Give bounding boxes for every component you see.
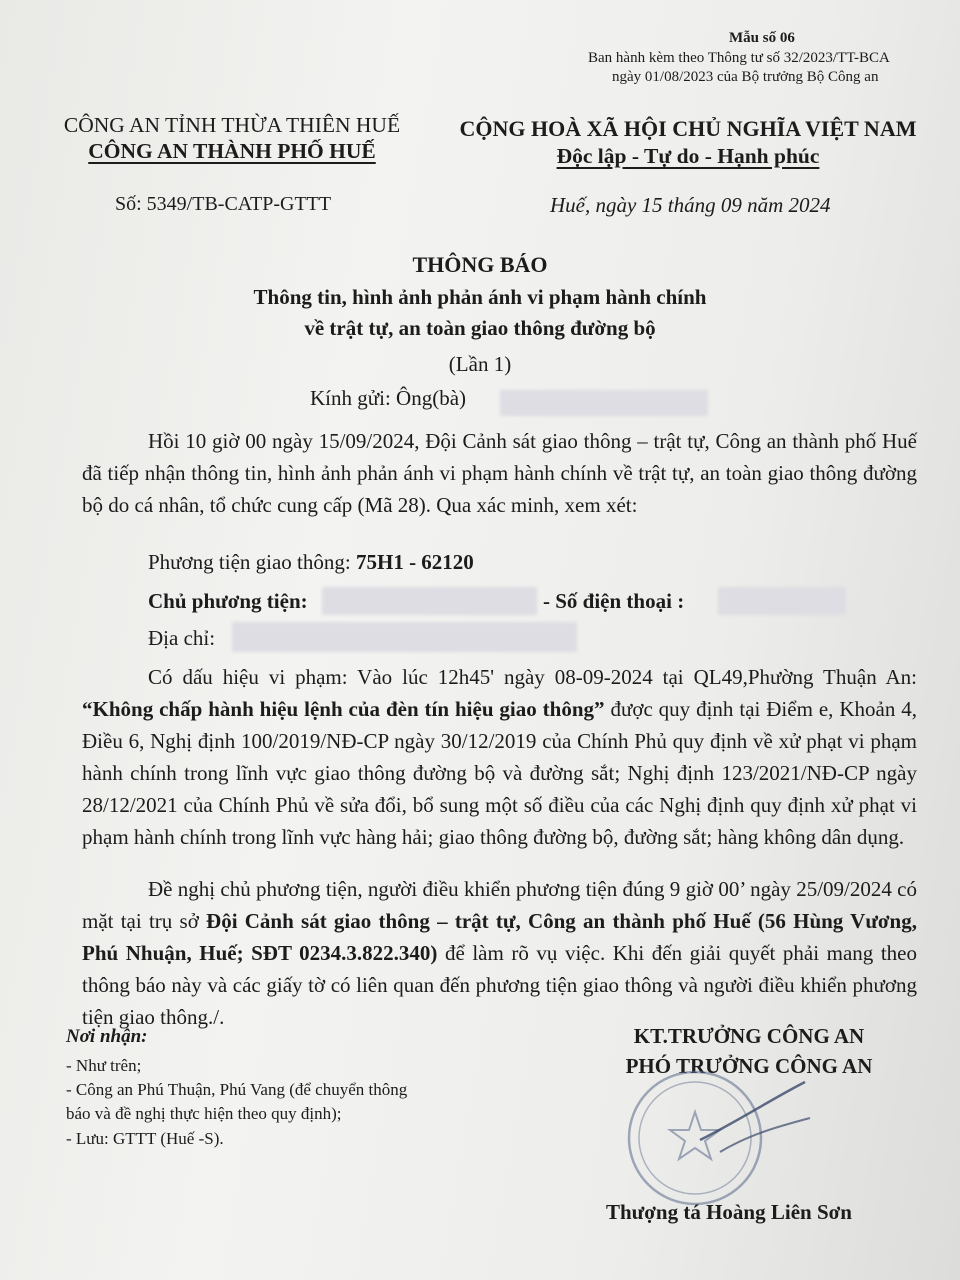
notice-title: THÔNG BÁO bbox=[412, 252, 548, 277]
address-label: Địa chỉ: bbox=[148, 626, 216, 650]
redacted-phone bbox=[718, 587, 846, 615]
recipient-item-1: - Như trên; bbox=[66, 1056, 142, 1075]
place-date: Huế, ngày 15 tháng 09 năm 2024 bbox=[550, 193, 831, 217]
recipient-item-3: - Lưu: GTTT (Huế -S). bbox=[66, 1129, 224, 1148]
agency-name-text: CÔNG AN THÀNH PHỐ HUẾ bbox=[88, 139, 376, 163]
notice-subtitle-line-2: về trật tự, an toàn giao thông đường bộ bbox=[304, 316, 656, 340]
agency-parent: CÔNG AN TỈNH THỪA THIÊN HUẾ bbox=[63, 113, 401, 137]
violation-intro: Có dấu hiệu vi phạm: Vào lúc 12h45' ngày 08-09-2024 tại QL49,Phường Thuận An: bbox=[148, 665, 917, 689]
paragraph-violation bbox=[82, 661, 917, 853]
form-reference-line-1: Ban hành kèm theo Thông tư số 32/2023/TT-BCA bbox=[588, 50, 890, 66]
nation-title: CỘNG HOÀ XÃ HỘI CHỦ NGHĨA VIỆT NAM bbox=[459, 116, 917, 141]
agency-name bbox=[32, 139, 432, 164]
form-number: Mẫu số 06 bbox=[729, 30, 795, 46]
phone-label: - Số điện thoại : bbox=[543, 589, 685, 613]
request-intro: Đề nghị chủ phương tiện, người điều khiển phương tiện đúng 9 giờ 00’ ngày 25/09/2024 có mặt tại trụ sở bbox=[82, 877, 917, 933]
redacted-address bbox=[232, 622, 577, 652]
nation-motto bbox=[448, 144, 928, 169]
signature-title-1: KT.TRƯỞNG CÔNG AN bbox=[633, 1024, 865, 1048]
violation-description: “Không chấp hành hiệu lệnh của đèn tín hiệu giao thông” bbox=[82, 697, 605, 721]
recipients-title: Nơi nhận: bbox=[66, 1026, 148, 1047]
owner-label: Chủ phương tiện: bbox=[148, 589, 308, 613]
vehicle-label: Phương tiện giao thông: bbox=[148, 550, 356, 574]
recipient-item-2b: báo và đề nghị thực hiện theo quy định); bbox=[66, 1104, 342, 1123]
salutation: Kính gửi: Ông(bà) bbox=[310, 386, 467, 410]
recipient-item-2a: - Công an Phú Thuận, Phú Vang (để chuyển thông bbox=[66, 1080, 408, 1099]
document-number: Số: 5349/TB-CATP-GTTT bbox=[115, 193, 332, 215]
signer-name: Thượng tá Hoàng Liên Sơn bbox=[606, 1200, 852, 1224]
notice-subtitle-line-1: Thông tin, hình ảnh phản ánh vi phạm hành chính bbox=[253, 285, 707, 309]
form-reference-line-2: ngày 01/08/2023 của Bộ trưởng Bộ Công an bbox=[612, 69, 879, 85]
redacted-recipient-name bbox=[500, 390, 708, 416]
violation-legal-basis: được quy định tại Điểm e, Khoản 4, Điều 6, Nghị định 100/2019/NĐ-CP ngày 30/12/2019 của Chính Phủ quy định về xử phạt vi phạm hành chính trong lĩnh vực giao thông đường bộ và đường sắt; Nghị định 123/2021/NĐ-CP ngày 28/12/2021 của Chính Phủ về sửa đổi, bổ sung một số điều của các Nghị định quy định xử phạt vi phạm hành chính trong lĩnh vực hàng hải; giao thông đường bộ, đường sắt; hàng không dân dụng. bbox=[82, 697, 917, 849]
redacted-owner bbox=[322, 587, 537, 615]
vehicle-plate: 75H1 - 62120 bbox=[355, 550, 474, 574]
request-office: Đội Cảnh sát giao thông – trật tự, Công an thành phố Huế (56 Hùng Vương, Phú Nhuận, Huế; SĐT 0234.3.822.340) bbox=[82, 909, 917, 965]
signature-stroke bbox=[700, 1082, 805, 1140]
paragraph-request bbox=[82, 873, 917, 1033]
request-closing: để làm rõ vụ việc. Khi đến giải quyết phải mang theo thông báo này và các giấy tờ có liên quan đến phương tiện giao thông và người điều khiển phương tiện giao thông./. bbox=[82, 941, 918, 1029]
signature-title-2: PHÓ TRƯỞNG CÔNG AN bbox=[625, 1054, 873, 1078]
nation-motto-text: Độc lập - Tự do - Hạnh phúc bbox=[556, 144, 820, 168]
paragraph-intro: Hồi 10 giờ 00 ngày 15/09/2024, Đội Cảnh sát giao thông – trật tự, Công an thành phố Huế đã tiếp nhận thông tin, hình ảnh phản ánh vi phạm hành chính về trật tự, an toàn giao thông đường bộ do cá nhân, tổ chức cung cấp (Mã 28). Qua xác minh, xem xét: bbox=[82, 429, 917, 517]
notice-attempt: (Lần 1) bbox=[448, 352, 512, 376]
vehicle-line bbox=[148, 550, 474, 575]
official-stamp bbox=[600, 1060, 820, 1210]
